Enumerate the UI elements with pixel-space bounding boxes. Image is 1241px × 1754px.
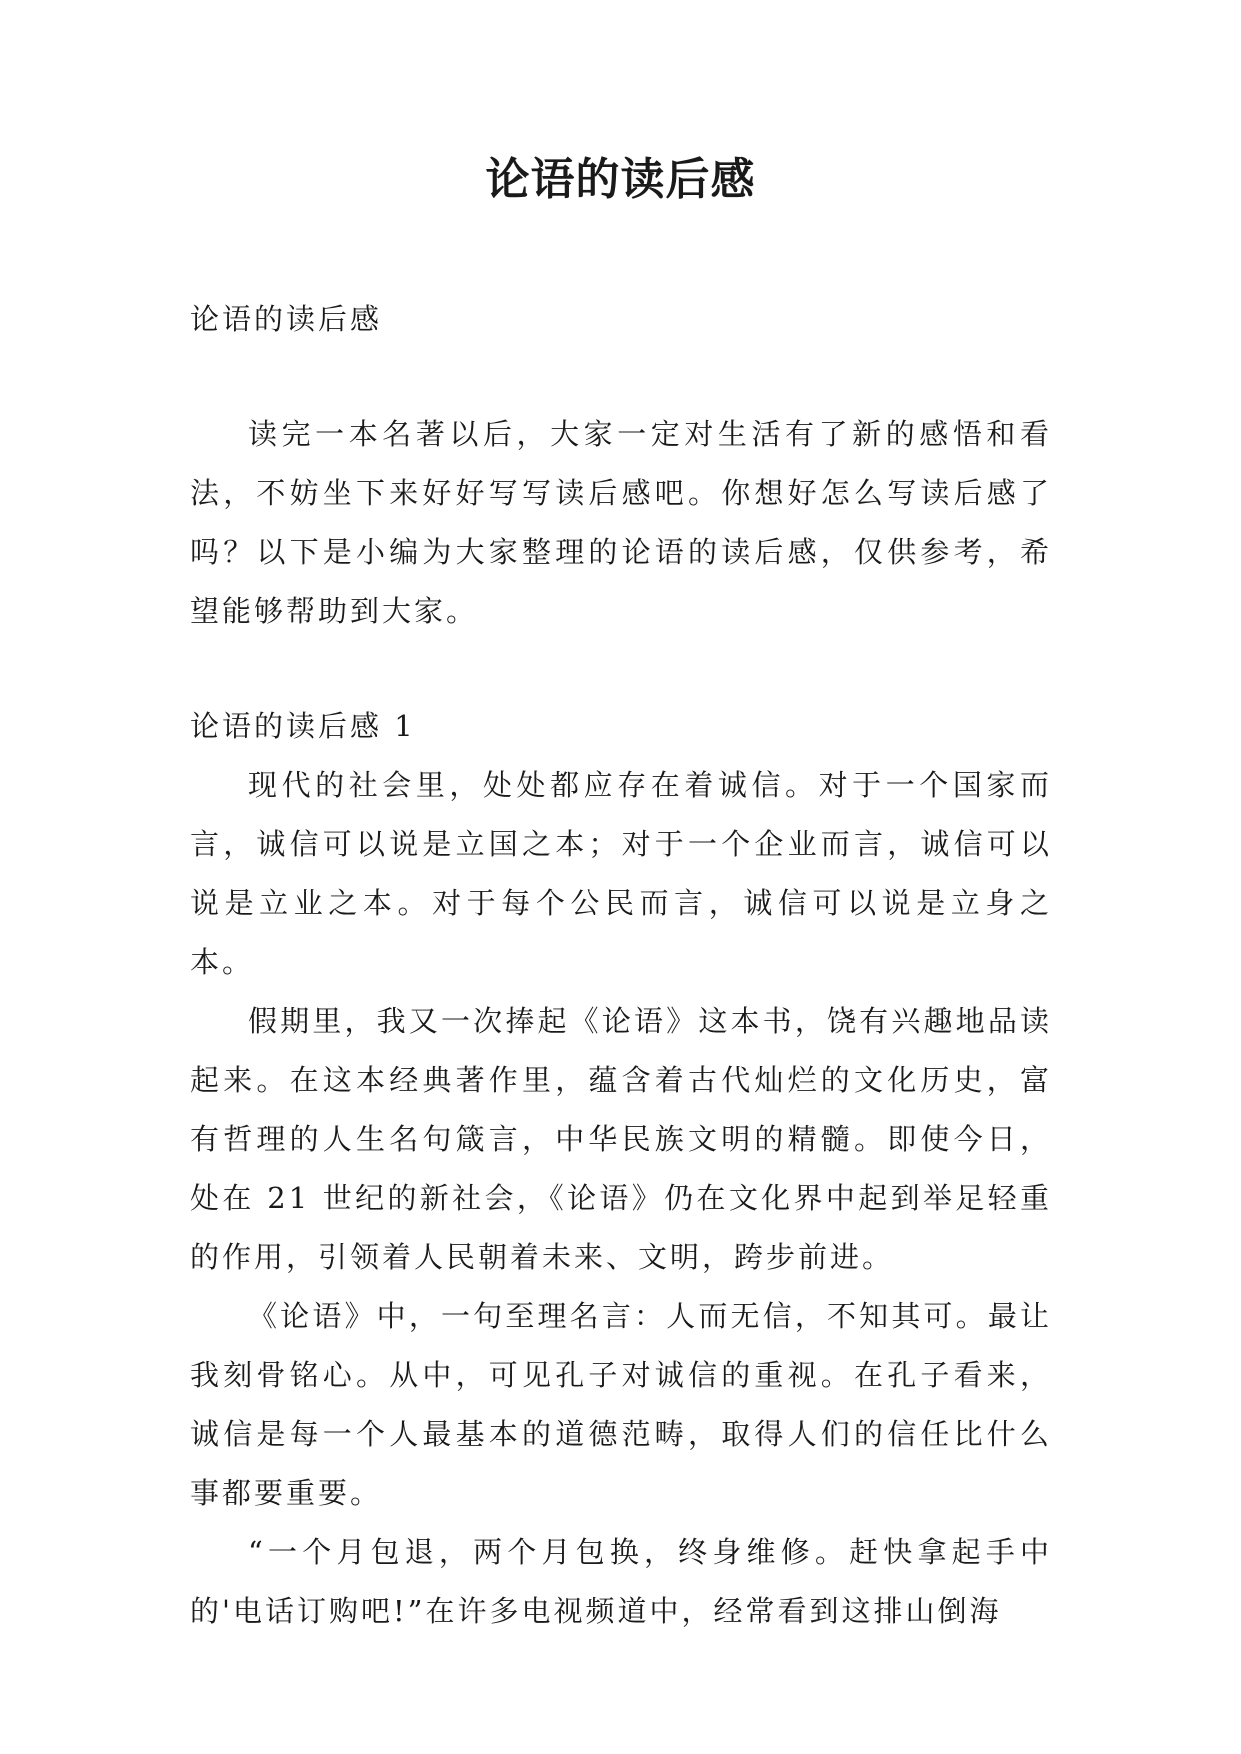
body-paragraph: 假期里，我又一次捧起《论语》这本书，饶有兴趣地品读起来。在这本经典著作里，蕴含着古代灿烂的文化历史，富有哲理的人生名句箴言，中华民族文明的精髓。即使今日，处在 21 世纪的新社会，《论语》仍在文化界中起到举足轻重的作用，引领着人民朝着未来、文明，跨步前进。: [190, 1004, 1052, 1274]
document-subtitle: 论语的读后感: [190, 302, 383, 336]
body-paragraph: 《论语》中，一句至理名言：人而无信，不知其可。最让我刻骨铭心。从中，可见孔子对诚信的重视。在孔子看来，诚信是每一个人最基本的道德范畴，取得人们的信任比什么事都要重要。: [190, 1299, 1052, 1510]
intro-paragraph: 读完一本名著以后，大家一定对生活有了新的感悟和看法，不妨坐下来好好写写读后感吧。你想好怎么写读后感了吗？以下是小编为大家整理的论语的读后感，仅供参考，希望能够帮助到大家。: [190, 417, 1052, 628]
section-heading: 论语的读后感 1: [190, 709, 416, 743]
document-body: [190, 290, 1052, 1641]
body-paragraph: “一个月包退，两个月包换，终身维修。赶快拿起手中的'电话订购吧!”在许多电视频道中，经常看到这排山倒海: [190, 1535, 1052, 1628]
body-paragraph: 现代的社会里，处处都应存在着诚信。对于一个国家而言，诚信可以说是立国之本；对于一个企业而言，诚信可以说是立业之本。对于每个公民而言，诚信可以说是立身之本。: [190, 768, 1052, 979]
document-title: 论语的读后感: [485, 154, 756, 205]
